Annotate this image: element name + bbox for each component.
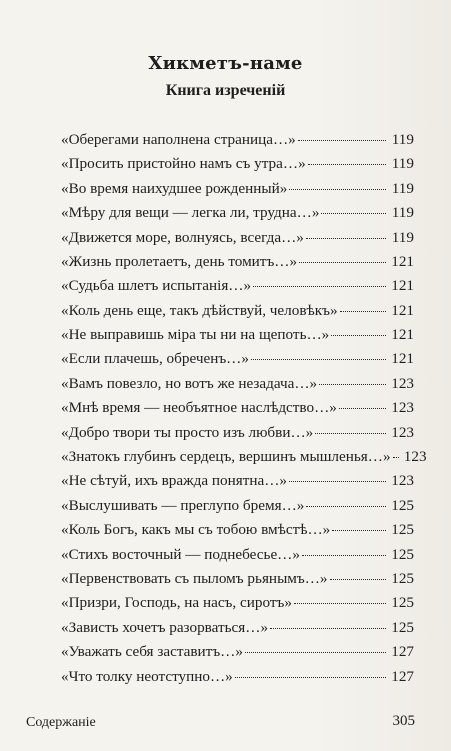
toc-leader-dots	[299, 246, 386, 263]
toc-entry-title: «Знатокъ глубинъ сердецъ, вершинъ мышленья…»	[61, 448, 391, 466]
toc-entry-page: 123	[403, 448, 427, 466]
toc-entry-page: 119	[391, 204, 414, 222]
page-number: 305	[392, 713, 415, 729]
toc-entry-title: «Первенствовать съ пыломъ рьянымъ…»	[61, 569, 328, 587]
toc-leader-dots	[315, 417, 386, 434]
toc-entry-title: «Жизнь пролетаетъ, день томитъ…»	[61, 252, 298, 270]
toc-entry	[61, 420, 414, 444]
toc-entry-title: «Оберегами наполнена страница…»	[61, 130, 296, 148]
toc-entry-page: 121	[391, 301, 414, 319]
toc-leader-dots	[339, 392, 386, 409]
toc-entry-title: «Мнѣ время — необъятное наслѣдство…»	[61, 399, 337, 417]
toc-entry-page: 121	[391, 277, 414, 295]
toc-entry-page: 119	[391, 130, 414, 148]
toc-entry-title: «Если плачешь, обреченъ…»	[61, 350, 249, 368]
toc-entry-page: 125	[391, 618, 414, 636]
toc-entry-page: 123	[391, 399, 414, 417]
toc-entry-title: «Движется море, волнуясь, всегда…»	[61, 228, 304, 246]
toc-leader-dots	[393, 441, 399, 458]
toc-entry-page: 123	[391, 423, 414, 441]
toc-entry-page: 123	[391, 472, 414, 490]
toc-entry-page: 125	[391, 496, 414, 514]
toc-leader-dots	[331, 319, 386, 336]
toc-entry-title: «Зависть хочетъ разорваться…»	[61, 618, 269, 636]
toc-leader-dots	[302, 539, 386, 556]
toc-entry-title: «Не сѣтуй, ихъ вражда понятна…»	[61, 472, 288, 490]
toc-leader-dots	[321, 197, 386, 214]
toc-leader-dots	[306, 222, 386, 239]
toc-entry-title: «Не выправишь міра ты ни на щепоть…»	[61, 326, 330, 344]
toc-entry-page: 121	[391, 326, 414, 344]
toc-leader-dots	[289, 465, 386, 482]
toc-entry-title: «Судьба шлетъ испытанія…»	[61, 277, 252, 295]
toc-entry-title: «Вамъ повезло, но вотъ же незадача…»	[61, 374, 318, 392]
toc-entry-title: «Уважать себя заставитъ…»	[61, 643, 243, 661]
toc-entry-page: 121	[391, 252, 414, 270]
toc-leader-dots	[332, 514, 386, 531]
toc-entry-page: 127	[391, 643, 414, 661]
toc-entry-page: 127	[391, 667, 414, 685]
toc-entry-page: 125	[391, 569, 414, 587]
toc-leader-dots	[251, 344, 386, 361]
toc-leader-dots	[245, 636, 386, 653]
toc-entry-title: «Добро твори ты просто изъ любви…»	[61, 423, 314, 441]
toc-entry-page: 125	[391, 545, 414, 563]
toc-entry-title: «Коль день еще, такъ дѣйствуй, человѣкъ»	[61, 301, 338, 319]
toc-leader-dots	[330, 563, 386, 580]
toc-leader-dots	[270, 612, 386, 629]
toc-leader-dots	[235, 661, 386, 678]
toc-entry	[61, 664, 414, 688]
toc-leader-dots	[306, 490, 386, 507]
page-subtitle: Книга изреченій	[165, 82, 286, 99]
table-of-contents	[61, 127, 427, 688]
toc-entry-page: 119	[391, 179, 414, 197]
toc-entry-title: «Во время наихудшее рожденный»	[61, 179, 288, 197]
running-footer-section: Содержаніе	[26, 715, 96, 730]
toc-entry-title: «Просить пристойно намъ съ утра…»	[61, 155, 306, 173]
toc-entry-title: «Что толку неотступно…»	[61, 667, 233, 685]
toc-leader-dots	[253, 270, 386, 287]
toc-entry-page: 125	[391, 521, 414, 539]
toc-entry-title: «Мѣру для вещи — легка ли, трудна…»	[61, 204, 320, 222]
toc-leader-dots	[340, 295, 386, 312]
toc-leader-dots	[294, 587, 386, 604]
toc-entry-page: 125	[391, 594, 414, 612]
toc-entry-page: 121	[391, 350, 414, 368]
toc-entry-title: «Коль Богъ, какъ мы съ тобою вмѣстѣ…»	[61, 521, 331, 539]
toc-leader-dots	[319, 368, 386, 385]
toc-entry-page: 119	[391, 155, 414, 173]
toc-leader-dots	[289, 173, 386, 190]
toc-entry-title: «Призри, Господь, на насъ, сиротъ»	[61, 594, 292, 612]
toc-entry-title: «Стихъ восточный — поднебесье…»	[61, 545, 300, 563]
toc-leader-dots	[308, 148, 386, 165]
toc-entry-page: 123	[391, 374, 414, 392]
toc-leader-dots	[298, 124, 386, 141]
page-title: Хикметъ-наме	[148, 53, 303, 74]
toc-entry-page: 119	[391, 228, 414, 246]
toc-entry-title: «Выслушивать — преглупо бремя…»	[61, 496, 305, 514]
